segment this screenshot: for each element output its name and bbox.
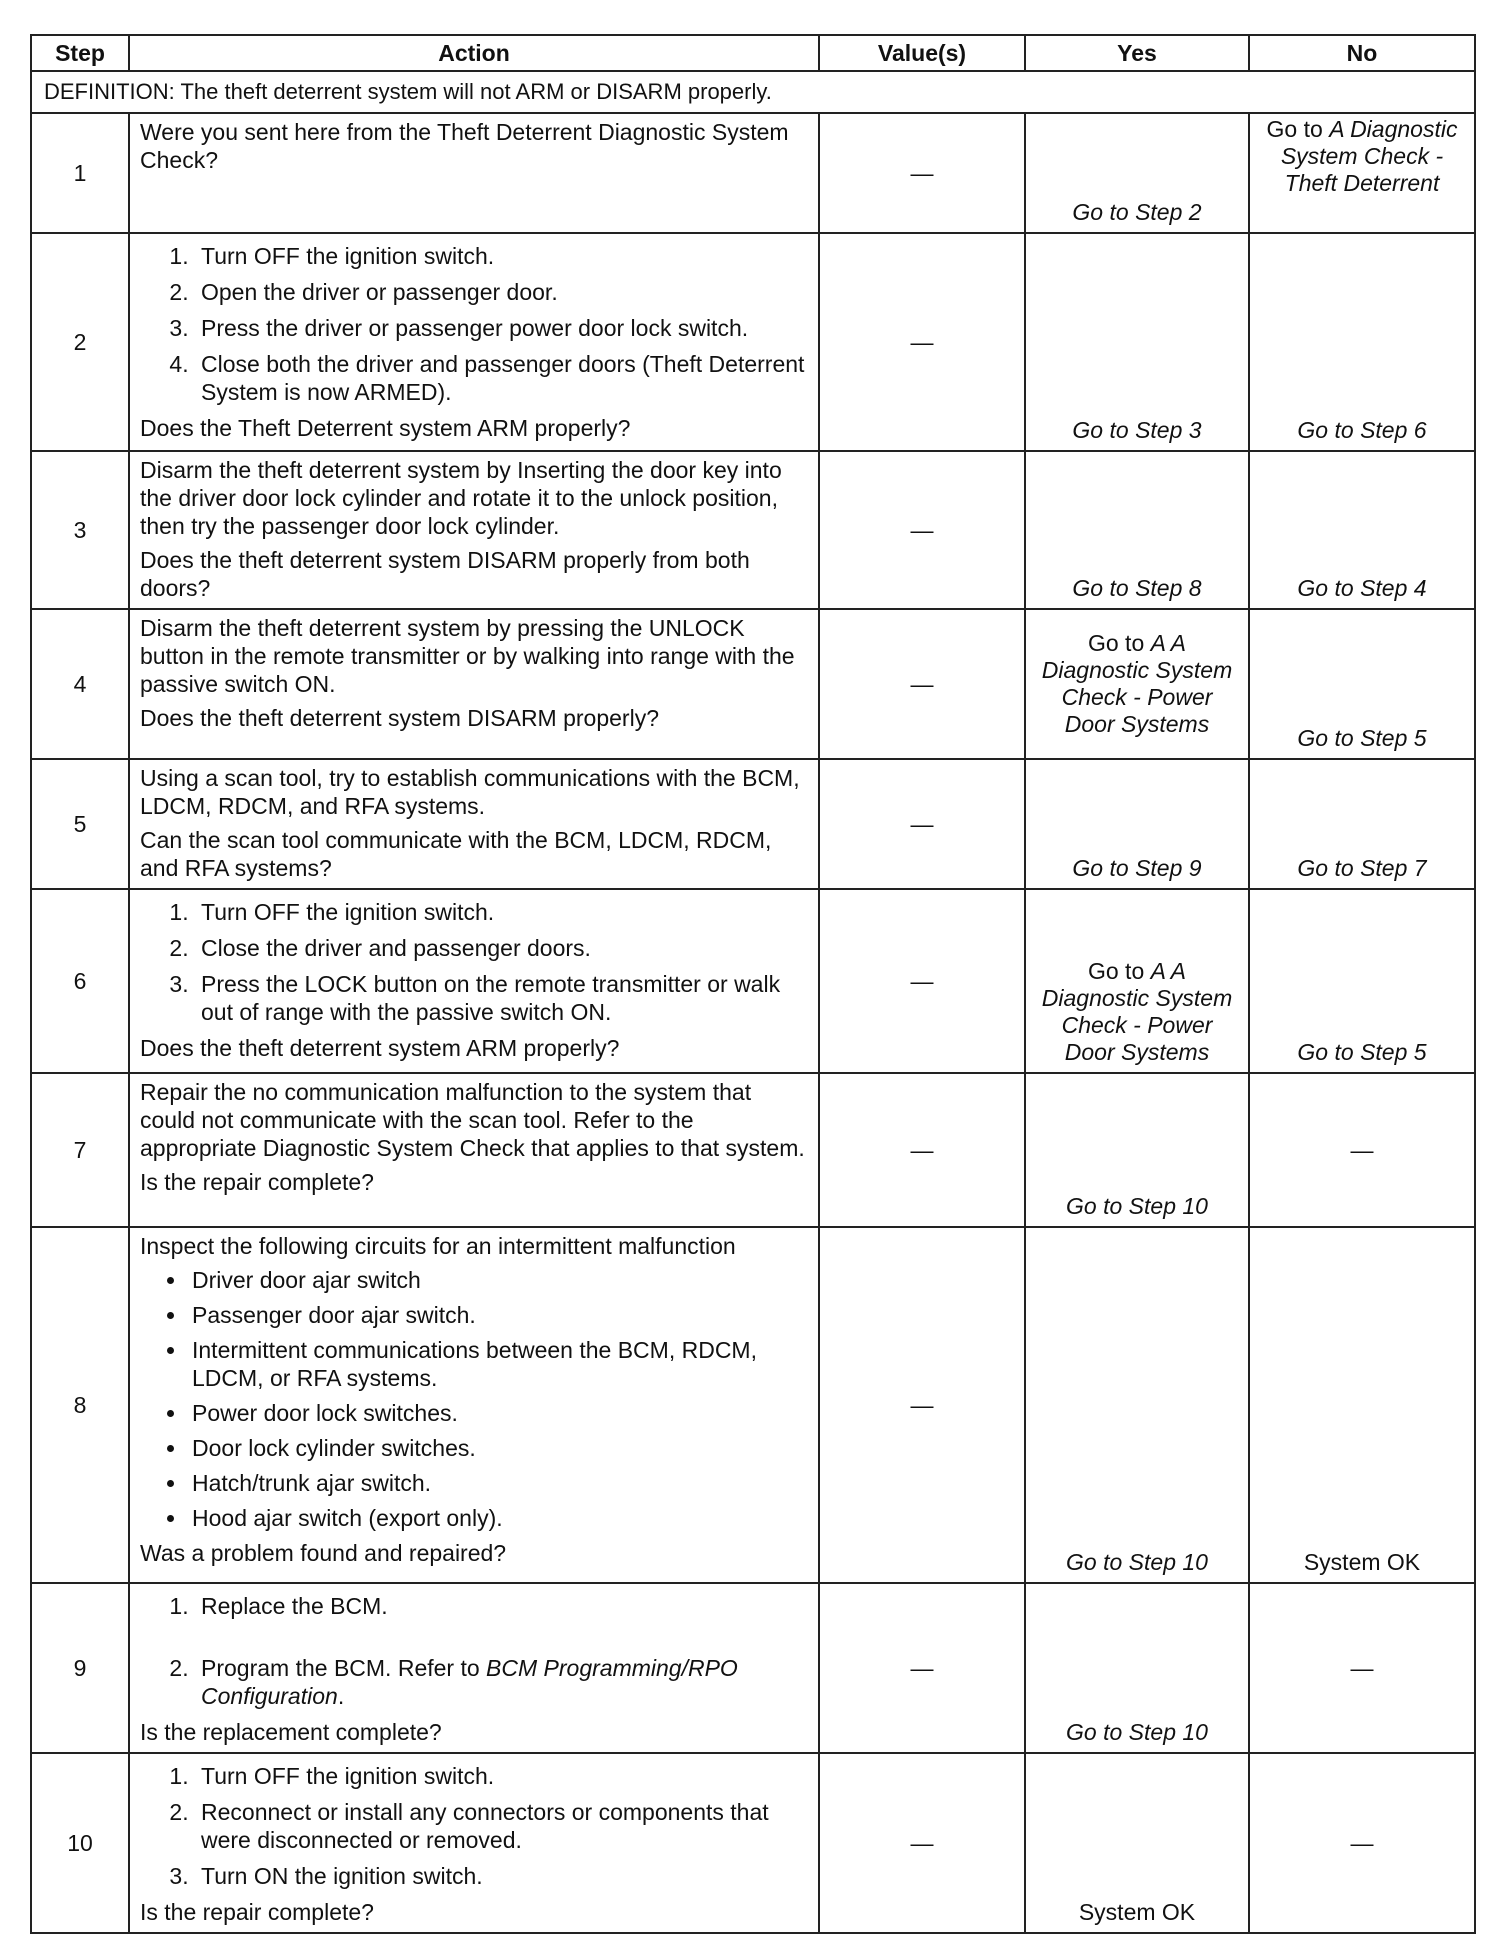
list-item: • Passenger door ajar switch.: [188, 1301, 808, 1329]
list-item: 3. Press the LOCK button on the remote transmitter or walk out of range with the passive switch ON.: [195, 970, 808, 1026]
value-cell: —: [819, 451, 1025, 609]
action-cell: [129, 233, 819, 451]
step-number: 6: [31, 889, 129, 1073]
value-cell: —: [819, 609, 1025, 759]
question: Does the Theft Deterrent system ARM properly?: [140, 415, 631, 441]
list-item: 2. Open the driver or passenger door.: [195, 278, 808, 306]
question: Is the repair complete?: [140, 1169, 374, 1195]
step-number: 3: [31, 451, 129, 609]
list-item: • Driver door ajar switch: [188, 1266, 808, 1294]
action-cell: [129, 609, 819, 759]
list-item: 4. Close both the driver and passenger doors (Theft Deterrent System is now ARMED).: [195, 350, 808, 406]
list-item: 1. Turn OFF the ignition switch.: [195, 1762, 808, 1790]
action-cell: [129, 1227, 819, 1583]
numbered-list: [140, 242, 808, 406]
list-item: [195, 1654, 808, 1710]
no-link: A Diagnostic System Check - Theft Deterrent: [1280, 116, 1458, 196]
list-item: • Intermittent communications between the BCM, RDCM, LDCM, or RFA systems.: [188, 1336, 808, 1392]
step-number: 4: [31, 609, 129, 759]
table-row: [31, 759, 1475, 889]
yes-cell: Go to Step 9: [1025, 759, 1249, 889]
step-number: 8: [31, 1227, 129, 1583]
no-prefix: Go to: [1266, 116, 1323, 142]
action-cell: [129, 451, 819, 609]
header-row: [31, 35, 1475, 71]
yes-cell: Go to Step 8: [1025, 451, 1249, 609]
action-cell: [129, 889, 819, 1073]
header-action: Action: [129, 35, 819, 71]
list-item: 3. Press the driver or passenger power door lock switch.: [195, 314, 808, 342]
list-item: 1. Turn OFF the ignition switch.: [195, 242, 808, 270]
yes-cell: [1025, 609, 1249, 759]
yes-cell: Go to Step 2: [1025, 113, 1249, 233]
header-no: No: [1249, 35, 1475, 71]
table-row: [31, 451, 1475, 609]
header-values: Value(s): [819, 35, 1025, 71]
table-row: [31, 233, 1475, 451]
list-item-suffix: .: [337, 1683, 345, 1709]
value-cell: —: [819, 1227, 1025, 1583]
yes-cell: [1025, 889, 1249, 1073]
question: Can the scan tool communicate with the BCM, LDCM, RDCM, and RFA systems?: [140, 827, 772, 881]
list-item: 3. Turn ON the ignition switch.: [195, 1862, 808, 1890]
value-cell: —: [819, 1073, 1025, 1227]
no-cell: Go to Step 4: [1249, 451, 1475, 609]
action-cell: [129, 113, 819, 233]
list-item: 1. Turn OFF the ignition switch.: [195, 898, 808, 926]
value-cell: —: [819, 113, 1025, 233]
step-number: 2: [31, 233, 129, 451]
definition: DEFINITION: The theft deterrent system will not ARM or DISARM properly.: [31, 71, 1475, 113]
yes-cell: System OK: [1025, 1753, 1249, 1933]
yes-link: A A Diagnostic System Check - Power Door Systems: [1041, 958, 1233, 1065]
action-text: Disarm the theft deterrent system by Inserting the door key into the driver door lock cylinder and rotate it to the unlock position, then try the passenger door lock cylinder.: [140, 457, 782, 539]
numbered-list: [140, 1762, 808, 1890]
yes-cell: Go to Step 10: [1025, 1227, 1249, 1583]
action-text: Inspect the following circuits for an intermittent malfunction: [140, 1233, 736, 1259]
no-cell: [1249, 113, 1475, 233]
step-number: 1: [31, 113, 129, 233]
diagnostic-table: [30, 34, 1476, 1934]
yes-cell: Go to Step 3: [1025, 233, 1249, 451]
action-text: Repair the no communication malfunction to the system that could not communicate with the scan tool. Refer to the appropriate Diagnostic System Check that applies to that system.: [140, 1079, 805, 1161]
list-item: • Door lock cylinder switches.: [188, 1434, 808, 1462]
list-item: • Power door lock switches.: [188, 1399, 808, 1427]
table-row: [31, 1583, 1475, 1753]
bullet-list: [140, 1266, 808, 1532]
step-number: 10: [31, 1753, 129, 1933]
definition-row: [31, 71, 1475, 113]
action-cell: [129, 1583, 819, 1753]
table-row: [31, 1753, 1475, 1933]
table-row: [31, 609, 1475, 759]
question: Does the theft deterrent system DISARM properly from both doors?: [140, 547, 750, 601]
question: Does the theft deterrent system ARM properly?: [140, 1035, 620, 1061]
no-cell: Go to Step 6: [1249, 233, 1475, 451]
table-row: [31, 889, 1475, 1073]
no-cell: —: [1249, 1073, 1475, 1227]
header-step: Step: [31, 35, 129, 71]
no-cell: —: [1249, 1753, 1475, 1933]
value-cell: —: [819, 759, 1025, 889]
no-cell: Go to Step 5: [1249, 609, 1475, 759]
step-number: 5: [31, 759, 129, 889]
reference-link: BCM Programming/RPO Configuration: [201, 1655, 738, 1709]
action-cell: [129, 1073, 819, 1227]
value-cell: —: [819, 889, 1025, 1073]
step-number: 9: [31, 1583, 129, 1753]
list-item: 2. Close the driver and passenger doors.: [195, 934, 808, 962]
value-cell: —: [819, 233, 1025, 451]
no-cell: System OK: [1249, 1227, 1475, 1583]
yes-cell: Go to Step 10: [1025, 1583, 1249, 1753]
table-row: [31, 1073, 1475, 1227]
question: Is the replacement complete?: [140, 1719, 442, 1745]
action-text: Using a scan tool, try to establish communications with the BCM, LDCM, RDCM, and RFA systems.: [140, 765, 800, 819]
list-item: 2. Reconnect or install any connectors or components that were disconnected or removed.: [195, 1798, 808, 1854]
action-cell: [129, 1753, 819, 1933]
yes-link: A A Diagnostic System Check - Power Door Systems: [1041, 630, 1233, 737]
list-item: • Hood ajar switch (export only).: [188, 1504, 808, 1532]
numbered-list: [140, 1592, 808, 1710]
list-item: 1. Replace the BCM.: [195, 1592, 808, 1620]
action-cell: [129, 759, 819, 889]
no-cell: Go to Step 5: [1249, 889, 1475, 1073]
question: Was a problem found and repaired?: [140, 1540, 507, 1566]
action-text: Were you sent here from the Theft Deterrent Diagnostic System Check?: [140, 119, 789, 173]
list-item-text: Program the BCM. Refer to: [201, 1655, 480, 1681]
question: Is the repair complete?: [140, 1899, 374, 1925]
question: Does the theft deterrent system DISARM properly?: [140, 705, 659, 731]
yes-prefix: Go to: [1087, 630, 1145, 656]
numbered-list: [140, 898, 808, 1026]
list-item: • Hatch/trunk ajar switch.: [188, 1469, 808, 1497]
action-text: Disarm the theft deterrent system by pressing the UNLOCK button in the remote transmitter or by walking into range with the passive switch ON.: [140, 615, 795, 697]
no-cell: Go to Step 7: [1249, 759, 1475, 889]
step-number: 7: [31, 1073, 129, 1227]
header-yes: Yes: [1025, 35, 1249, 71]
value-cell: —: [819, 1583, 1025, 1753]
table-row: [31, 1227, 1475, 1583]
yes-prefix: Go to: [1087, 958, 1145, 984]
no-cell: —: [1249, 1583, 1475, 1753]
yes-cell: Go to Step 10: [1025, 1073, 1249, 1227]
table-row: [31, 113, 1475, 233]
value-cell: —: [819, 1753, 1025, 1933]
